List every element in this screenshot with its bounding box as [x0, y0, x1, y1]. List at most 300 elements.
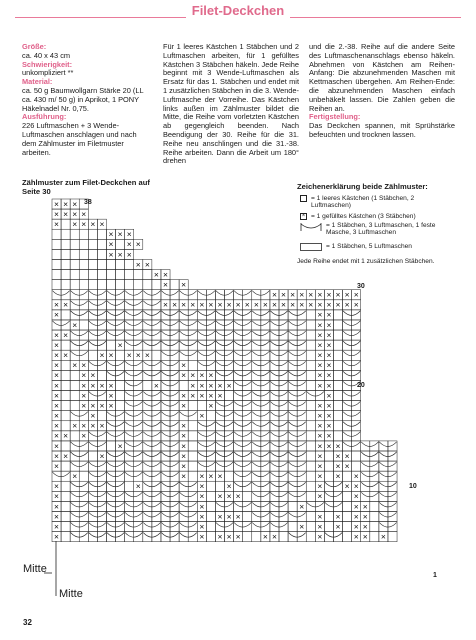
filled-mesh-mark: × [208, 390, 214, 401]
chart-cell [188, 401, 197, 411]
filled-mesh-mark: × [353, 521, 359, 532]
filled-mesh-mark: × [353, 299, 359, 310]
chart-cell [225, 471, 234, 481]
filled-mesh-mark: × [181, 420, 187, 431]
chart-cell [343, 491, 352, 501]
filled-mesh-mark: × [317, 319, 323, 330]
chart-cell [106, 259, 115, 269]
chart-cell [70, 431, 79, 441]
filled-mesh-mark: × [163, 269, 168, 280]
filled-mesh-mark: × [54, 430, 60, 441]
ausfuehrung-label: Ausführung: [22, 112, 67, 122]
chart-cell [306, 360, 315, 370]
chart-cell [324, 471, 333, 481]
filled-mesh-mark: × [335, 299, 341, 310]
filled-mesh-mark: × [344, 460, 350, 471]
chart-cell [206, 532, 215, 542]
filled-mesh-mark: × [54, 329, 60, 340]
chart-cell [61, 229, 70, 239]
chart-cell [52, 239, 61, 249]
filled-mesh-mark: × [181, 370, 187, 381]
filled-mesh-mark: × [326, 299, 332, 310]
groesse-label: Größe: [22, 42, 47, 51]
filled-mesh-mark: × [199, 521, 205, 532]
filled-mesh-mark: × [54, 339, 60, 350]
chart-cell [188, 441, 197, 451]
filled-mesh-mark: × [326, 319, 332, 330]
filled-mesh-mark: × [54, 370, 60, 381]
filled-mesh-mark: × [353, 471, 359, 482]
filled-mesh-mark: × [72, 198, 78, 209]
chart-cell [188, 360, 197, 370]
chart-cell [206, 511, 215, 521]
chart-cell [61, 491, 70, 501]
chart-cell [61, 391, 70, 401]
legend-wide-text: = 1 Stäbchen, 5 Luftmaschen [326, 243, 412, 250]
filled-mesh-mark: × [235, 299, 241, 310]
filled-mesh-mark: × [317, 460, 323, 471]
filled-mesh-mark: × [335, 440, 341, 451]
filled-mesh-mark: × [317, 410, 323, 421]
filled-mesh-mark: × [290, 299, 296, 310]
filled-mesh-mark: × [108, 390, 114, 401]
filled-mesh-mark: × [54, 380, 60, 391]
chart-cell [61, 340, 70, 350]
chart-cell [143, 380, 152, 390]
filled-mesh-mark: × [108, 229, 114, 240]
chart-cell [243, 532, 252, 542]
chart-cell [61, 239, 70, 249]
filled-mesh-mark: × [172, 299, 178, 310]
filled-mesh-mark: × [208, 471, 214, 482]
filled-mesh-mark: × [63, 299, 69, 310]
chart-cell [97, 229, 106, 239]
filled-mesh-mark: × [199, 501, 205, 512]
chart-cell [70, 391, 79, 401]
filled-mesh-mark: × [99, 219, 105, 230]
filled-mesh-mark: × [72, 208, 78, 219]
chart-cell [61, 249, 70, 259]
filled-mesh-mark: × [108, 239, 114, 250]
chart-cell [206, 501, 215, 511]
filled-mesh-mark: × [190, 380, 196, 391]
chart-cell [152, 350, 161, 360]
chart-cell [97, 239, 106, 249]
filled-mesh-mark: × [326, 430, 332, 441]
filled-mesh-mark: × [271, 531, 277, 542]
filled-mesh-mark: × [353, 289, 359, 300]
chart-cell [88, 451, 97, 461]
filled-mesh-mark: × [271, 289, 277, 300]
filled-mesh-mark: × [335, 471, 341, 482]
chart-cell [52, 259, 61, 269]
filled-mesh-mark: × [153, 380, 159, 391]
filled-mesh-mark: × [317, 420, 323, 431]
filled-mesh-mark: × [126, 229, 132, 240]
filled-mesh-mark: × [90, 219, 96, 230]
chart-cell [343, 471, 352, 481]
chart-cell [333, 391, 342, 401]
chart-cell [306, 401, 315, 411]
chart-cell [306, 491, 315, 501]
filled-mesh-mark: × [108, 249, 114, 260]
filled-mesh-mark: × [54, 531, 60, 542]
filled-mesh-mark: × [326, 339, 332, 350]
material-label: Material: [22, 77, 53, 87]
chart-cell [70, 229, 79, 239]
chart-cell [61, 511, 70, 521]
chart-cell [225, 391, 234, 401]
filled-mesh-mark: × [281, 289, 287, 300]
filled-mesh-mark: × [126, 350, 132, 361]
chart-cell [306, 471, 315, 481]
chart-cell [70, 380, 79, 390]
chart-cell [370, 522, 379, 532]
legend-arc-text: = 1 Stäbchen, 3 Luftmaschen, 1 feste Masche, 3 Luftmaschen [326, 222, 436, 237]
filled-mesh-mark: × [117, 249, 123, 260]
chart-cell [61, 310, 70, 320]
chart-cell [306, 461, 315, 471]
filled-mesh-mark: × [317, 370, 323, 381]
filled-mesh-mark: × [317, 450, 323, 461]
filled-mesh-mark: × [99, 350, 105, 361]
filled-mesh-mark: × [99, 450, 105, 461]
chart-cell [116, 270, 125, 280]
filled-mesh-mark: × [199, 299, 205, 310]
filled-mesh-mark: × [108, 380, 114, 391]
chart-cell [61, 219, 70, 229]
filled-mesh-mark: × [262, 299, 268, 310]
chart-cell [343, 522, 352, 532]
filled-mesh-mark: × [63, 329, 69, 340]
filled-mesh-mark: × [217, 380, 223, 391]
chart-cell [79, 471, 88, 481]
chart-cell [206, 522, 215, 532]
chart-cell [88, 239, 97, 249]
chart-cell [252, 532, 261, 542]
filled-mesh-mark: × [54, 360, 60, 371]
filled-mesh-mark: × [90, 400, 96, 411]
filled-mesh-mark: × [317, 481, 323, 492]
filled-mesh-mark: × [271, 299, 277, 310]
chart-cell [324, 522, 333, 532]
filled-mesh-mark: × [54, 491, 60, 502]
chart-cell [88, 259, 97, 269]
chart-cell [52, 270, 61, 280]
chart-cell [306, 441, 315, 451]
chart-cell [288, 522, 297, 532]
instructions-continued-text: und die 2.-38. Reihe auf die andere Seite des Luftmaschenanschlags ebenso häkeln. Abnehmen von Kästchen am Reihen-Anfang: Die abzunehmenden Maschen mit Kettmaschen übergehen. Am Reihen-Ende: die abzunehmenden Maschen einfach unbehäkelt lassen. Die Zahlen geben die Reihen an. [309, 42, 455, 113]
chart-cell [106, 340, 115, 350]
filled-mesh-mark: × [335, 521, 341, 532]
chart-cell [188, 431, 197, 441]
material-text: ca. 50 g Baumwollgarn Stärke 20 (LL ca. 430 m/ 50 g) in Aprikot, 1 PONY Häkelnadel Nr. 0,75. [22, 85, 144, 113]
filled-mesh-mark: × [99, 380, 105, 391]
filled-mesh-mark: × [54, 219, 60, 230]
filled-mesh-mark: × [54, 440, 60, 451]
filled-mesh-mark: × [353, 491, 359, 502]
chart-cell [116, 280, 125, 290]
filled-mesh-mark: × [135, 481, 141, 492]
chart-cell [179, 380, 188, 390]
filled-mesh-mark: × [262, 531, 268, 542]
chart-cell [352, 461, 361, 471]
filled-mesh-mark: × [54, 198, 60, 209]
filled-mesh-mark: × [281, 299, 287, 310]
filled-mesh-mark: × [81, 400, 87, 411]
filled-mesh-mark: × [163, 279, 168, 290]
filled-mesh-mark: × [99, 400, 105, 411]
filled-mesh-mark: × [326, 380, 332, 391]
ausfuehrung-text: 226 Luftmaschen + 3 Wende-Luftmaschen anschlagen und nach dem Zählmuster im Filetmuster arbeiten. [22, 121, 137, 157]
chart-cell [333, 340, 342, 350]
chart-cell [116, 350, 125, 360]
filled-mesh-mark: × [54, 460, 60, 471]
chart-cell [188, 461, 197, 471]
filled-mesh-mark: × [72, 471, 78, 482]
filled-mesh-mark: × [317, 440, 323, 451]
filled-mesh-mark: × [317, 299, 323, 310]
chart-cell [61, 532, 70, 542]
filled-mesh-mark: × [217, 491, 223, 502]
filled-mesh-mark: × [317, 329, 323, 340]
chart-cell [125, 270, 134, 280]
filled-mesh-mark: × [326, 329, 332, 340]
filled-mesh-mark: × [326, 440, 332, 451]
filled-mesh-mark: × [335, 511, 341, 522]
chart-cell [306, 421, 315, 431]
filled-mesh-mark: × [117, 440, 123, 451]
chart-cell [188, 451, 197, 461]
chart-cell [333, 401, 342, 411]
filled-mesh-mark: × [81, 380, 87, 391]
filled-mesh-mark: × [308, 299, 314, 310]
chart-cell [243, 491, 252, 501]
filled-mesh-mark: × [362, 521, 368, 532]
filled-mesh-mark: × [90, 380, 96, 391]
chart-cell [306, 340, 315, 350]
filled-mesh-mark: × [63, 208, 69, 219]
filled-mesh-mark: × [181, 440, 187, 451]
filled-mesh-mark: × [181, 400, 187, 411]
chart-cell [97, 280, 106, 290]
filled-mesh-mark: × [199, 481, 205, 492]
chart-cell [79, 270, 88, 280]
chart-cell [134, 280, 143, 290]
chart-cell [79, 280, 88, 290]
chart-cell [188, 471, 197, 481]
chart-cell [106, 441, 115, 451]
chart-cell [88, 270, 97, 280]
filled-mesh-mark: × [226, 531, 232, 542]
chart-cell [343, 511, 352, 521]
row-label-10: 10 [409, 483, 417, 490]
chart-cell [206, 491, 215, 501]
chart-cell [143, 280, 152, 290]
chart-cell [88, 249, 97, 259]
filled-mesh-mark: × [81, 430, 87, 441]
filled-mesh-mark: × [317, 309, 323, 320]
chart-cell [197, 401, 206, 411]
filled-mesh-mark: × [54, 309, 60, 320]
filled-mesh-mark: × [299, 289, 305, 300]
filled-mesh-mark: × [144, 259, 150, 270]
chart-cell [215, 481, 224, 491]
filled-mesh-mark: × [199, 531, 205, 542]
filled-mesh-mark: × [90, 420, 96, 431]
chart-cell [88, 350, 97, 360]
chart-cell [61, 370, 70, 380]
chart-cell [61, 411, 70, 421]
filled-mesh-mark: × [126, 249, 132, 260]
filled-mesh-mark: × [81, 219, 87, 230]
filled-mesh-mark: × [217, 471, 223, 482]
filled-mesh-mark: × [208, 400, 214, 411]
filled-mesh-mark: × [181, 471, 187, 482]
filled-mesh-mark: × [199, 370, 205, 381]
filled-mesh-mark: × [226, 491, 232, 502]
chart-cell [116, 391, 125, 401]
filled-mesh-mark: × [317, 511, 323, 522]
filled-mesh-mark: × [54, 501, 60, 512]
chart-cell [52, 229, 61, 239]
filled-mesh-mark: × [108, 400, 114, 411]
chart-cell [61, 421, 70, 431]
chart-cell [306, 431, 315, 441]
chart-cell [134, 270, 143, 280]
chart-cell [79, 259, 88, 269]
filled-mesh-mark: × [126, 239, 132, 250]
filled-mesh-mark: × [362, 501, 368, 512]
x-box-icon: × [301, 213, 306, 219]
filled-mesh-mark: × [335, 289, 341, 300]
filled-mesh-mark: × [353, 501, 359, 512]
row-label-20: 20 [357, 382, 365, 389]
row-label-1: 1 [433, 572, 437, 579]
filled-mesh-mark: × [199, 390, 205, 401]
chart-cell [324, 461, 333, 471]
chart-cell [333, 360, 342, 370]
schwierigkeit-label: Schwierigkeit: [22, 59, 73, 69]
filled-mesh-mark: × [90, 410, 96, 421]
filled-mesh-mark: × [63, 430, 69, 441]
chart-cell [333, 310, 342, 320]
legend-note: Jede Reihe endet mit 1 zusätzlichen Stäbchen. [297, 258, 435, 265]
fertigstellung-text: Das Deckchen spannen, mit Sprühstärke befeuchten und trocknen lassen. [309, 121, 455, 139]
filled-mesh-mark: × [326, 370, 332, 381]
chart-cell [288, 501, 297, 511]
filled-mesh-mark: × [90, 370, 96, 381]
filled-mesh-mark: × [54, 481, 60, 492]
filled-mesh-mark: × [153, 269, 159, 280]
filled-mesh-mark: × [217, 511, 223, 522]
filled-mesh-mark: × [163, 299, 168, 310]
chart-cell [61, 501, 70, 511]
chart-cell [88, 280, 97, 290]
filled-mesh-mark: × [326, 410, 332, 421]
chart-cell [97, 411, 106, 421]
chart-cell [70, 370, 79, 380]
filled-mesh-mark: × [63, 350, 69, 361]
filled-mesh-mark: × [81, 208, 87, 219]
filled-mesh-mark: × [380, 531, 386, 542]
chart-cell [333, 350, 342, 360]
filled-mesh-mark: × [81, 420, 87, 431]
filled-mesh-mark: × [208, 299, 214, 310]
chart-cell [343, 532, 352, 542]
chart-cell [306, 320, 315, 330]
filled-mesh-mark: × [199, 410, 205, 421]
filled-mesh-mark: × [326, 420, 332, 431]
chart-cell [106, 280, 115, 290]
chart-cell [333, 370, 342, 380]
filled-mesh-mark: × [135, 259, 141, 270]
chart-cell [306, 532, 315, 542]
filled-mesh-mark: × [344, 450, 350, 461]
legend-empty-text: = 1 leeres Kästchen (1 Stäbchen, 2 Luftmaschen) [311, 195, 415, 210]
filled-mesh-mark: × [181, 390, 187, 401]
filled-mesh-mark: × [326, 360, 332, 371]
chart-cell [370, 511, 379, 521]
filled-mesh-mark: × [326, 390, 332, 401]
filled-mesh-mark: × [190, 299, 196, 310]
chart-cell [152, 280, 161, 290]
chart-cell [61, 259, 70, 269]
page-number: 32 [23, 618, 32, 627]
chart-cell [116, 239, 125, 249]
chart-cell [70, 259, 79, 269]
filled-mesh-mark: × [54, 511, 60, 522]
filled-mesh-mark: × [199, 511, 205, 522]
chart-cell [206, 411, 215, 421]
filled-mesh-mark: × [135, 350, 141, 361]
chart-cell [206, 481, 215, 491]
filled-mesh-mark: × [190, 390, 196, 401]
filled-mesh-mark: × [317, 471, 323, 482]
groesse-value: ca. 40 x 43 cm [22, 50, 71, 60]
instructions-text: Für 1 leeres Kästchen 1 Stäbchen und 2 Luftmaschen arbeiten, für 1 gefülltes Kästchen 3 Stäbchen häkeln. Jede Reihe beginnt mit 3 Wende-Luftmaschen als Ersatz für das 1. Stäbchen und endet mit 1 zusätzlichen Stäbchen in die 3. Wende-Luftmasche der Vorreihe. Das Kästchen links außen im Zählmuster bildet die Mitte, die Reihe vom vorletzten Kästchen ab gegengleich beenden. Nach Beendigung der 30. Reihe für die 31. Reihe neu anschlingen und die 31.-38. Reihe arbeiten. Dann die Arbeit um 180° drehen [163, 42, 299, 166]
filled-mesh-mark: × [54, 208, 60, 219]
chart-cell [306, 380, 315, 390]
chart-cell [170, 280, 179, 290]
chart-cell [88, 229, 97, 239]
chart-cell [370, 532, 379, 542]
filled-mesh-mark: × [181, 450, 187, 461]
chart-cell [333, 431, 342, 441]
chart-cell [352, 451, 361, 461]
filled-mesh-mark: × [199, 471, 205, 482]
filled-mesh-mark: × [317, 360, 323, 371]
filled-mesh-mark: × [317, 289, 323, 300]
filled-mesh-mark: × [317, 350, 323, 361]
chart-cell [70, 401, 79, 411]
chart-cell [188, 421, 197, 431]
filled-mesh-mark: × [199, 491, 205, 502]
filled-mesh-mark: × [335, 450, 341, 461]
chart-cell [116, 259, 125, 269]
filled-mesh-mark: × [362, 531, 368, 542]
filled-mesh-mark: × [344, 299, 350, 310]
chart-cell [116, 401, 125, 411]
chart-cell [116, 380, 125, 390]
filled-mesh-mark: × [226, 380, 232, 391]
filled-mesh-mark: × [72, 319, 78, 330]
legend-title: Zeichenerklärung beide Zählmuster: [297, 182, 428, 191]
chart-cell [324, 511, 333, 521]
filled-mesh-mark: × [226, 299, 232, 310]
chart-cell [52, 280, 61, 290]
chart-cell [333, 330, 342, 340]
